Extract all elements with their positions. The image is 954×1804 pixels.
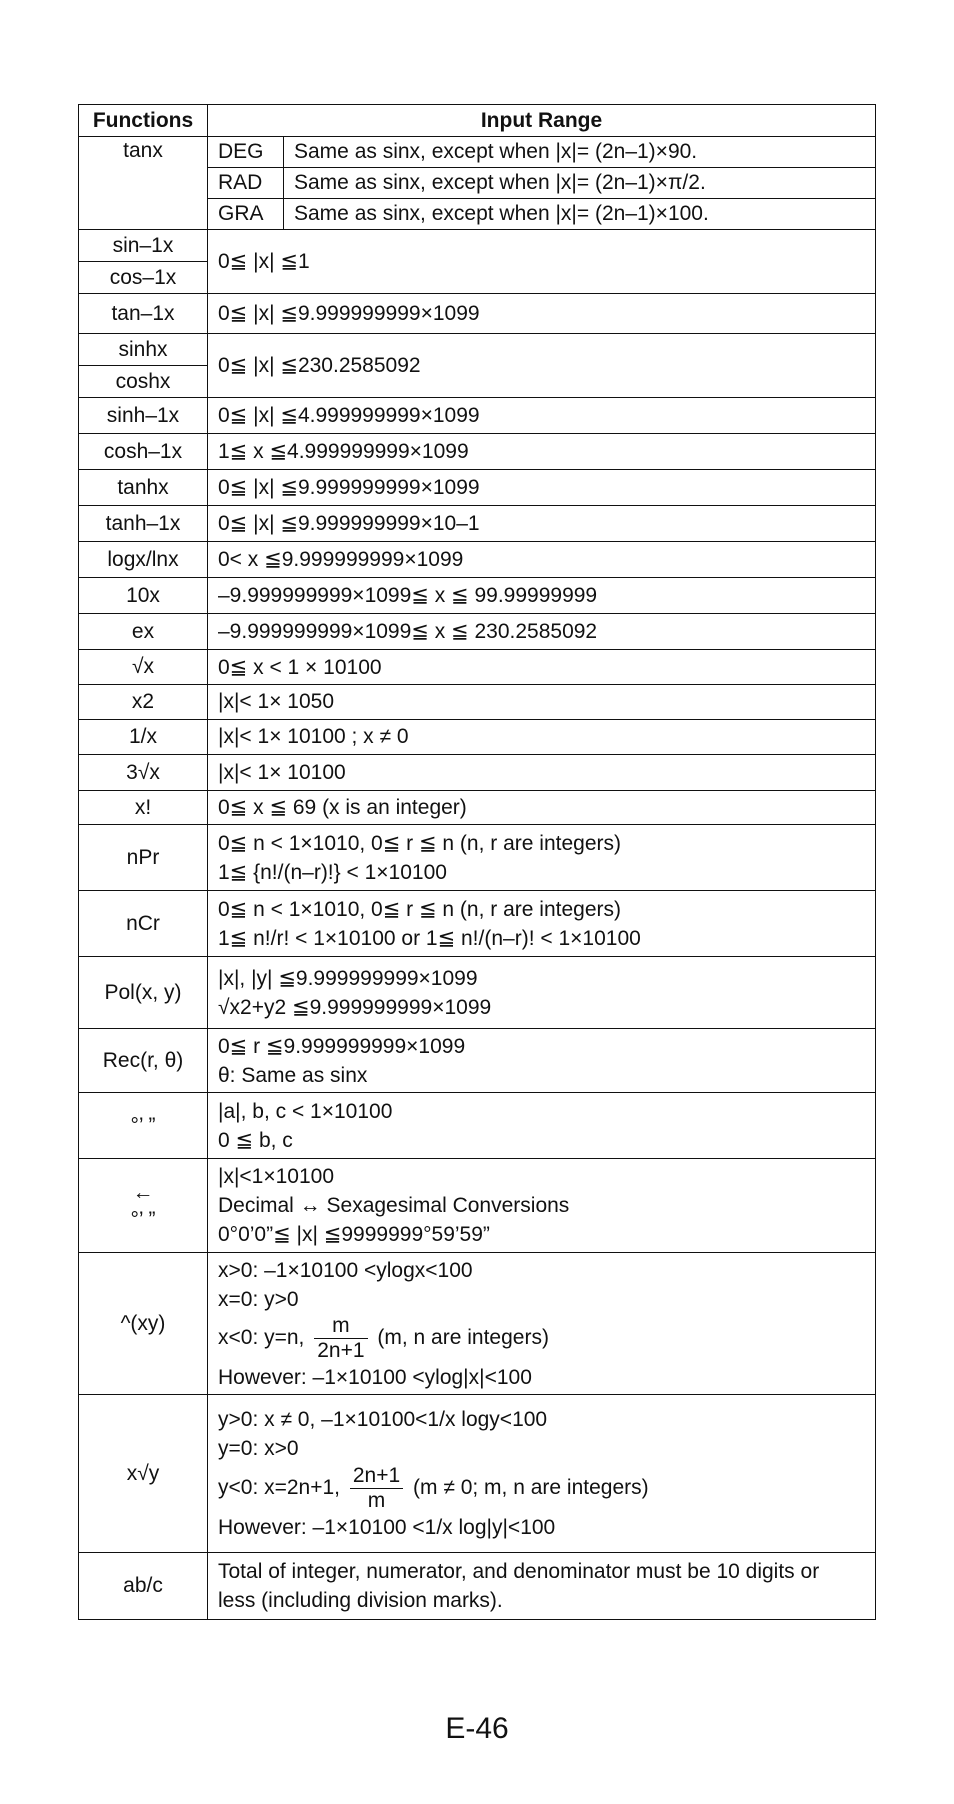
function-cell: nPr (79, 825, 208, 891)
table-row (79, 891, 876, 957)
range-line: 0≦ n < 1×1010, 0≦ r ≦ n (n, r are integers) (218, 831, 621, 855)
range-line: √x2+y2 ≦9.999999999×1099 (218, 995, 492, 1019)
table-row (79, 957, 876, 1029)
function-cell: Pol(x, y) (79, 957, 208, 1029)
range-cell (208, 957, 876, 1029)
range-line: y=0: x>0 (218, 1437, 299, 1460)
table-row (79, 825, 876, 891)
range-cell (208, 1553, 876, 1620)
function-cell: ^(xy) (79, 1253, 208, 1395)
function-cell: x2 (79, 685, 208, 720)
range-cell: Same as sinx, except when |x|= (2n–1)×90. (284, 137, 876, 168)
range-cell: 0≦ |x| ≦9.999999999×10–1 (208, 506, 876, 542)
function-cell: 3√x (79, 755, 208, 791)
range-cell: 0≦ |x| ≦1 (208, 230, 876, 294)
function-cell: ex (79, 614, 208, 650)
table-row (79, 334, 876, 366)
function-cell: tanx (79, 137, 208, 230)
table-header-row (79, 105, 876, 137)
function-cell: nCr (79, 891, 208, 957)
range-cell: |x|< 1× 10100 (208, 755, 876, 791)
range-cell: 0≦ x ≦ 69 (x is an integer) (208, 791, 876, 825)
range-line-fraction (218, 1463, 875, 1513)
function-cell: cos–1x (79, 262, 208, 294)
mode-cell: GRA (208, 199, 284, 230)
fraction-suffix: (m ≠ 0; m, n are integers) (413, 1476, 649, 1499)
range-cell: 0≦ |x| ≦230.2585092 (208, 334, 876, 398)
range-cell (208, 891, 876, 957)
range-line: Decimal ↔ Sexagesimal Conversions (218, 1194, 570, 1217)
range-line: Total of integer, numerator, and denominator must be 10 digits or (218, 1560, 820, 1583)
fraction-denominator: m (367, 1488, 386, 1512)
range-line: |x|, |y| ≦9.999999999×1099 (218, 966, 478, 990)
range-cell: 0≦ |x| ≦9.999999999×1099 (208, 294, 876, 334)
function-cell (79, 1159, 208, 1253)
fraction-numerator: m (314, 1314, 367, 1339)
range-line: 0 ≦ b, c (218, 1128, 293, 1152)
table-row (79, 506, 876, 542)
range-cell (208, 1395, 876, 1553)
function-label: °’ ” (130, 1207, 156, 1231)
page-number: E-46 (445, 1712, 509, 1745)
function-cell: Rec(r, θ) (79, 1029, 208, 1093)
range-line: However: –1×10100 <ylog|x|<100 (218, 1365, 532, 1389)
function-cell: 10x (79, 578, 208, 614)
table-row (79, 578, 876, 614)
function-cell: °’ ” (79, 1093, 208, 1159)
function-cell: ab/c (79, 1553, 208, 1620)
range-line: |a|, b, c < 1×10100 (218, 1099, 393, 1123)
function-cell: cosh–1x (79, 434, 208, 470)
table-row (79, 230, 876, 262)
fraction-denominator: 2n+1 (317, 1338, 365, 1362)
table-row (79, 1395, 876, 1553)
function-cell: logx/lnx (79, 542, 208, 578)
range-line: |x|<1×10100 (218, 1165, 335, 1188)
range-line-fraction (218, 1314, 875, 1363)
table-row (79, 720, 876, 755)
input-range-table (78, 104, 876, 1620)
table-row (79, 470, 876, 506)
range-cell: Same as sinx, except when |x|= (2n–1)×100. (284, 199, 876, 230)
header-functions: Functions (79, 105, 208, 137)
header-input-range: Input Range (208, 105, 876, 137)
fraction-numerator: 2n+1 (350, 1464, 403, 1489)
table-row (79, 137, 876, 168)
table-row (79, 650, 876, 685)
table-row (79, 755, 876, 791)
range-cell: 1≦ x ≦4.999999999×1099 (208, 434, 876, 470)
fraction (350, 1464, 403, 1513)
range-cell (208, 1253, 876, 1395)
table-row (79, 398, 876, 434)
range-cell: 0≦ |x| ≦9.999999999×1099 (208, 470, 876, 506)
fraction (314, 1314, 367, 1363)
table-row (79, 1159, 876, 1253)
fraction-prefix: y<0: x=2n+1, (218, 1476, 341, 1499)
range-cell (208, 1093, 876, 1159)
mode-cell: RAD (208, 168, 284, 199)
range-cell: 0< x ≦9.999999999×1099 (208, 542, 876, 578)
table-row (79, 685, 876, 720)
range-line: x=0: y>0 (218, 1287, 299, 1311)
table-row (79, 294, 876, 334)
range-line: x>0: –1×10100 <ylogx<100 (218, 1258, 473, 1282)
range-cell (208, 825, 876, 891)
function-cell: sinh–1x (79, 398, 208, 434)
range-line: less (including division marks). (218, 1589, 503, 1612)
table-row (79, 614, 876, 650)
table-row (79, 542, 876, 578)
left-arrow-icon: ← (132, 1180, 154, 1204)
range-cell: |x|< 1× 1050 (208, 685, 876, 720)
function-cell: 1/x (79, 720, 208, 755)
table-row (79, 1253, 876, 1395)
function-cell: tan–1x (79, 294, 208, 334)
table-row (79, 434, 876, 470)
table-row (79, 791, 876, 825)
function-cell: coshx (79, 366, 208, 398)
range-cell (208, 1159, 876, 1253)
range-line: However: –1×10100 <1/x log|y|<100 (218, 1516, 556, 1539)
range-line: 0≦ r ≦9.999999999×1099 (218, 1034, 466, 1058)
function-cell: tanhx (79, 470, 208, 506)
function-cell: tanh–1x (79, 506, 208, 542)
fraction-suffix: (m, n are integers) (377, 1325, 549, 1349)
range-line: 0≦ n < 1×1010, 0≦ r ≦ n (n, r are integers) (218, 897, 621, 921)
range-cell: –9.999999999×1099≦ x ≦ 230.2585092 (208, 614, 876, 650)
mode-cell: DEG (208, 137, 284, 168)
function-cell: sinhx (79, 334, 208, 366)
function-cell: x√y (79, 1395, 208, 1553)
table-row (79, 1553, 876, 1620)
fraction-prefix: x<0: y=n, (218, 1325, 305, 1349)
function-cell: sin–1x (79, 230, 208, 262)
range-cell: 0≦ |x| ≦4.999999999×1099 (208, 398, 876, 434)
range-line: 1≦ n!/r! < 1×10100 or 1≦ n!/(n–r)! < 1×10100 (218, 926, 641, 950)
range-line: 0°0’0”≦ |x| ≦9999999°59’59” (218, 1223, 490, 1246)
function-cell: √x (79, 650, 208, 685)
range-line: 1≦ {n!/(n–r)!} < 1×10100 (218, 860, 447, 884)
range-line: y>0: x ≠ 0, –1×10100<1/x logy<100 (218, 1408, 548, 1431)
range-cell: 0≦ x < 1 × 10100 (208, 650, 876, 685)
table-row (79, 1093, 876, 1159)
range-cell (208, 1029, 876, 1093)
range-cell: |x|< 1× 10100 ; x ≠ 0 (208, 720, 876, 755)
range-line: θ: Same as sinx (218, 1063, 368, 1087)
table-row (79, 1029, 876, 1093)
range-cell: –9.999999999×1099≦ x ≦ 99.99999999 (208, 578, 876, 614)
function-cell: x! (79, 791, 208, 825)
range-cell: Same as sinx, except when |x|= (2n–1)×π/2. (284, 168, 876, 199)
